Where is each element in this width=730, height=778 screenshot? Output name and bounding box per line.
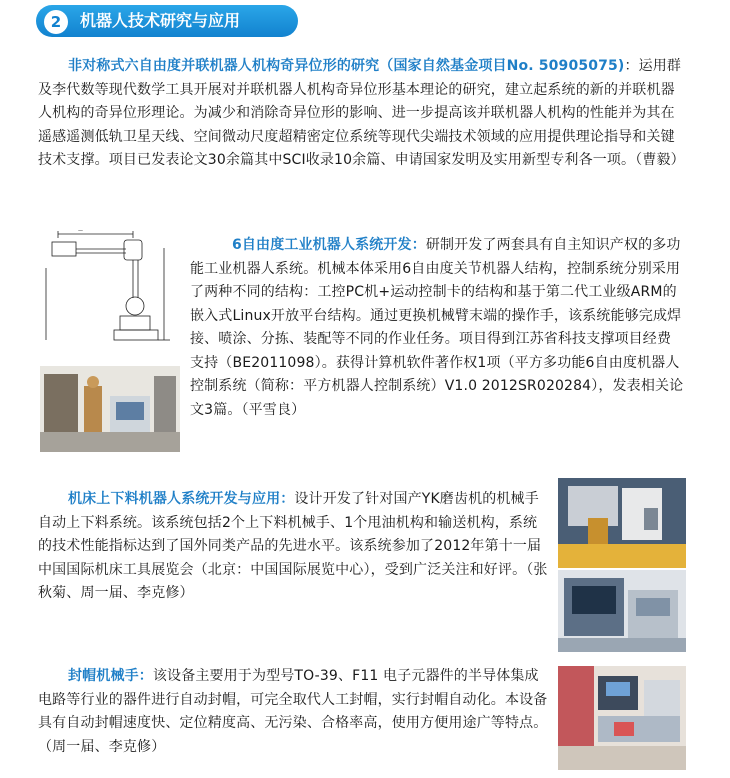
paragraph-body: ：运用群及李代数等现代数学工具开展对并联机器人机构奇异位形基本理论的研究，建立起系统的新的并联机器人机构的奇异位形理论。为减少和消除奇异位形的影响、进一步提高该并联机器人机构的性能并为其在遥感遥测低轨卫星天线、空间微动尺度超精密定位系统等现代尖端技术领域的应用提供理论指导和关键技术支撑。项目已发表论文30余篇其中SCI收录10余篇、申请国家发明及实用新型专利各一项。（曹毅） xyxy=(38,58,685,168)
paragraph-industrial-robot xyxy=(190,234,684,422)
paragraph-capping-manipulator xyxy=(38,665,548,759)
paragraph-title: 封帽机械手： xyxy=(68,668,153,684)
capping-machine-photo xyxy=(558,666,686,770)
paragraph-parallel-robot xyxy=(38,55,685,173)
robot-lab-photo xyxy=(40,366,180,452)
paragraph-title: 6自由度工业机器人系统开发： xyxy=(232,237,426,253)
robot-arm-drawing xyxy=(38,228,178,356)
paragraph-title: 机床上下料机器人系统开发与应用： xyxy=(68,491,295,507)
grinding-machine-photo xyxy=(558,570,686,652)
svg-text:—: — xyxy=(78,228,83,234)
paragraph-machine-tool-robot xyxy=(38,488,548,606)
paragraph-body: 研制开发了两套具有自主知识产权的多功能工业机器人系统。机械本体采用6自由度关节机器人结构，控制系统分别采用了两种不同的结构：工控PC机+运动控制卡的结构和基于第二代工业级ARM的嵌入式Linux开放平台结构。通过更换机械臂末端的操作手，该系统能够完成焊接、喷涂、分拣、装配等不同的作业任务。项目得到江苏省科技支撑项目经费支持（BE2011098）。获得计算机软件著作权1项（平方多功能6自由度机器人控制系统（简称：平方机器人控制系统）V1.0 2012SR020284），发表相关论文3篇。（平雪良） xyxy=(190,237,684,418)
paragraph-body: 该设备主要用于为型号TO-39、F11 电子元器件的半导体集成电路等行业的器件进行自动封帽，可完全取代人工封帽，实行封帽自动化。本设备具有自动封帽速度快、定位精度高、无污染、合格率高，使用方便用途广等特点。（周一届、李克修） xyxy=(38,668,548,755)
section-number-badge: 2 xyxy=(44,10,68,34)
paragraph-body: 设计开发了针对国产YK磨齿机的机械手自动上下料系统。该系统包括2个上下料机械手、1个甩油机构和输送机构，系统的技术性能指标达到了国外同类产品的先进水平。该系统参加了2012年第十一届中国国际机床工具展览会（北京：中国国际展览中心），受到广泛关注和好评。（张秋菊、周一届、李克修） xyxy=(38,491,548,601)
loading-robot-photo xyxy=(558,478,686,568)
paragraph-title: 非对称式六自由度并联机器人机构奇异位形的研究（国家自然基金项目No. 50905075) xyxy=(68,58,625,74)
section-title: 机器人技术研究与应用 xyxy=(80,11,241,30)
